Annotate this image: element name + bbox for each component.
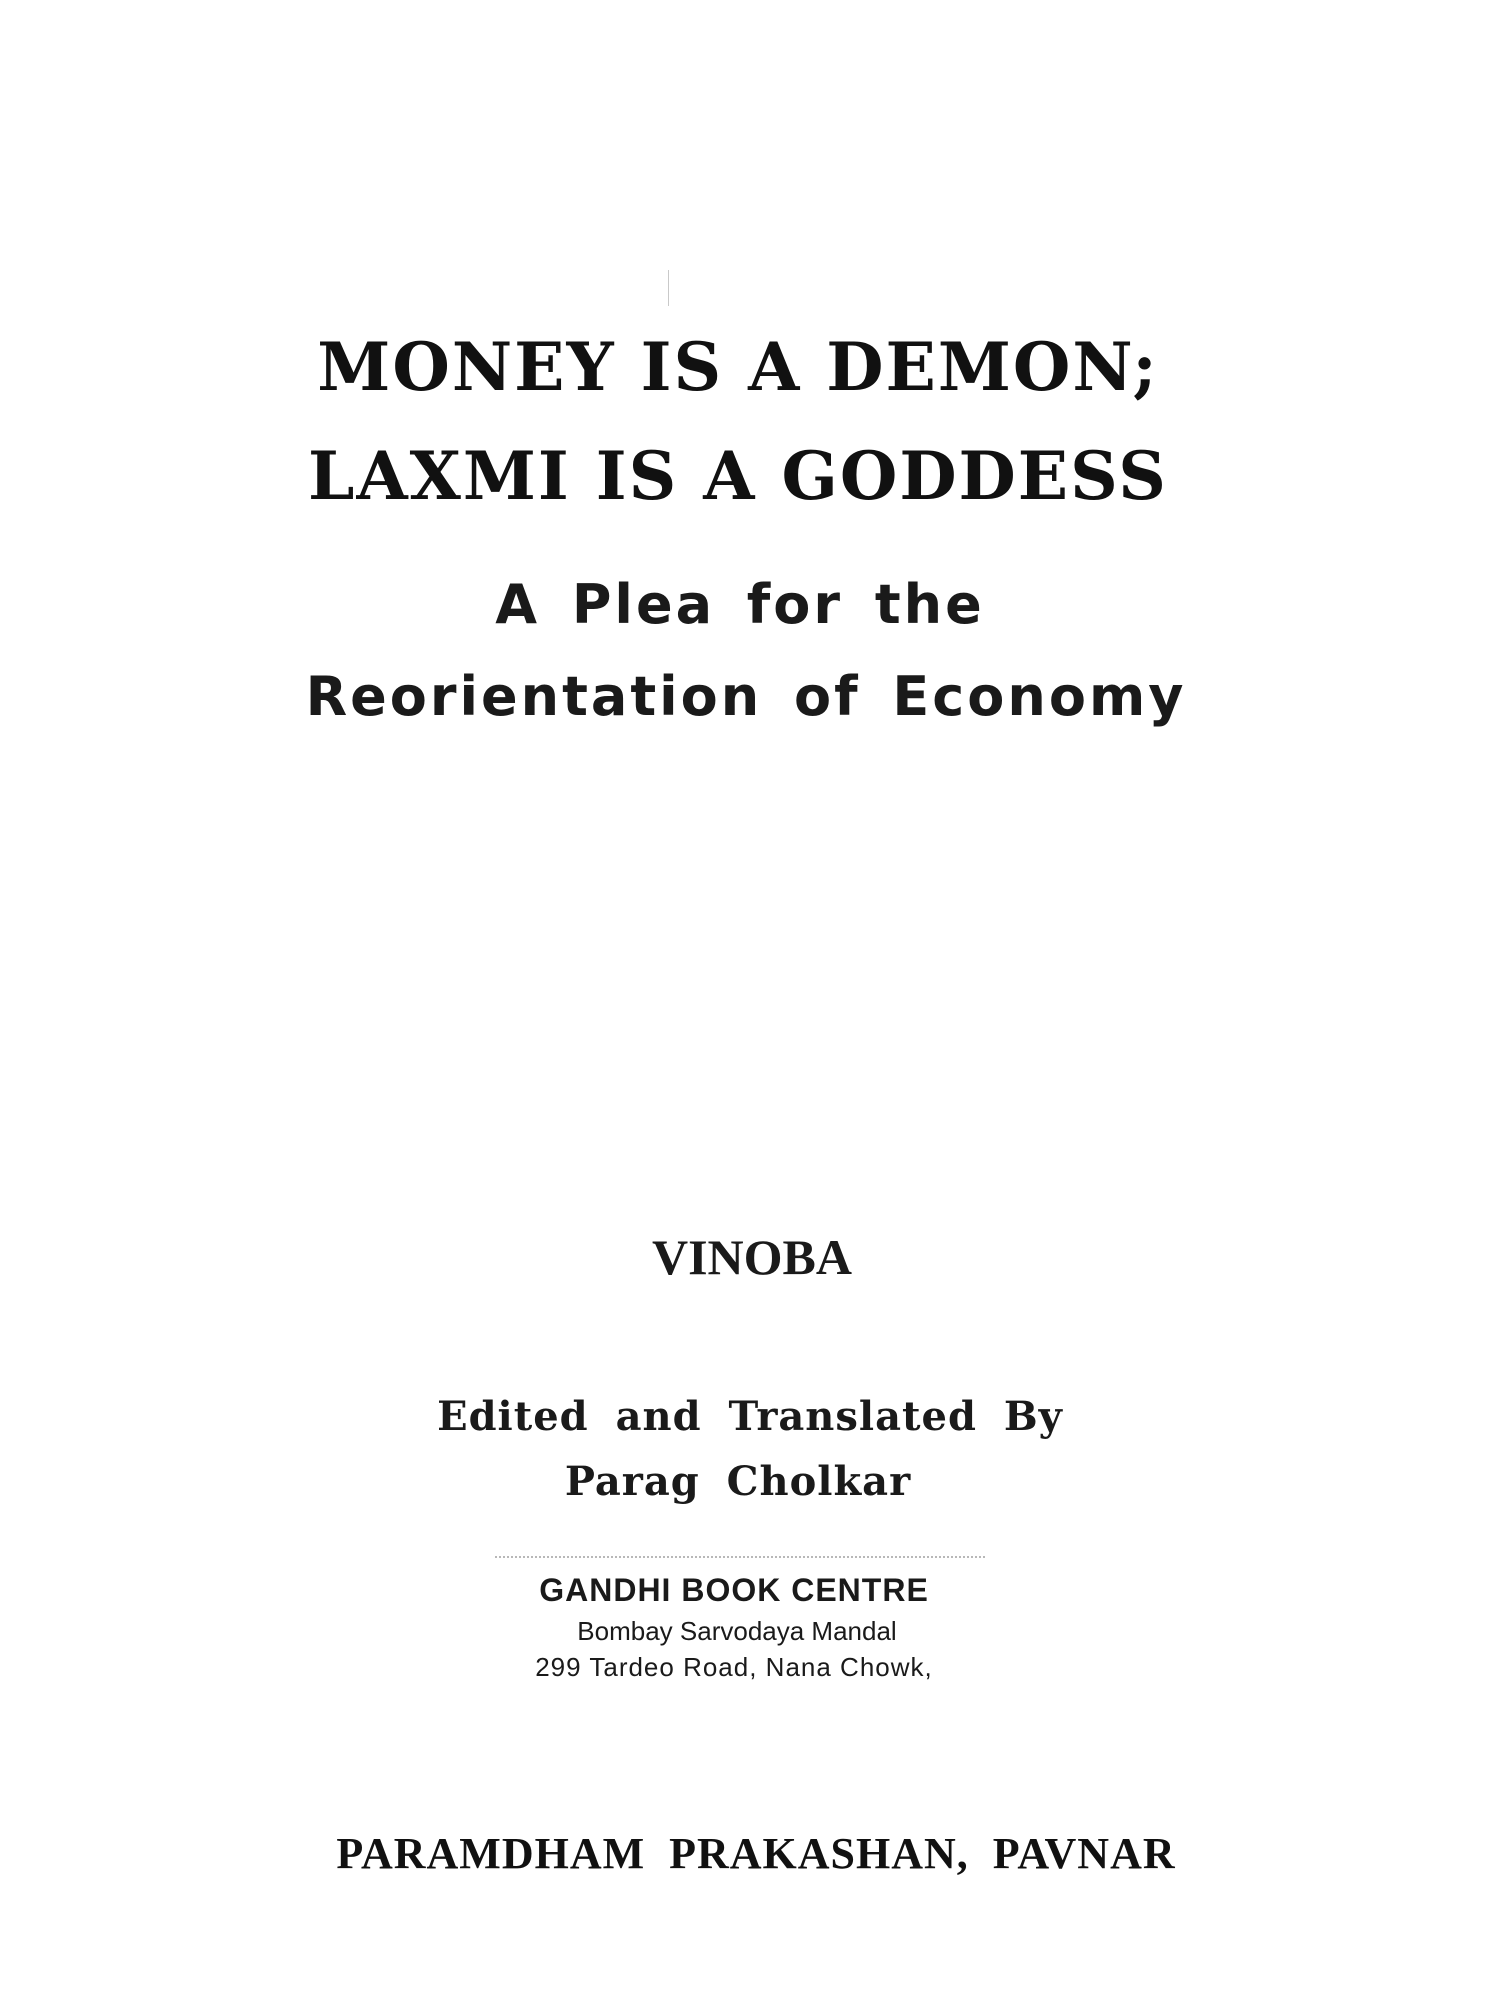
bookshop-stamp-name: GANDHI BOOK CENTRE bbox=[539, 1572, 929, 1608]
book-title-line-1: MONEY IS A DEMON; bbox=[317, 328, 1159, 406]
subtitle-line-2: Reorientation of Economy bbox=[305, 665, 1187, 728]
book-title-line-2: LAXMI IS A GODDESS bbox=[308, 437, 1168, 515]
author-name: VINOBA bbox=[651, 1229, 853, 1285]
subtitle-line-1: A Plea for the bbox=[495, 573, 985, 636]
editor-credit: Edited and Translated By bbox=[437, 1393, 1063, 1440]
bookshop-stamp-org: Bombay Sarvodaya Mandal bbox=[577, 1616, 897, 1646]
scan-mark bbox=[668, 270, 669, 306]
publisher-name: PARAMDHAM PRAKASHAN, PAVNAR bbox=[336, 1829, 1176, 1878]
bookshop-stamp-address: 299 Tardeo Road, Nana Chowk, bbox=[535, 1652, 933, 1682]
stamp-divider bbox=[495, 1556, 985, 1558]
editor-name: Parag Cholkar bbox=[564, 1458, 912, 1505]
